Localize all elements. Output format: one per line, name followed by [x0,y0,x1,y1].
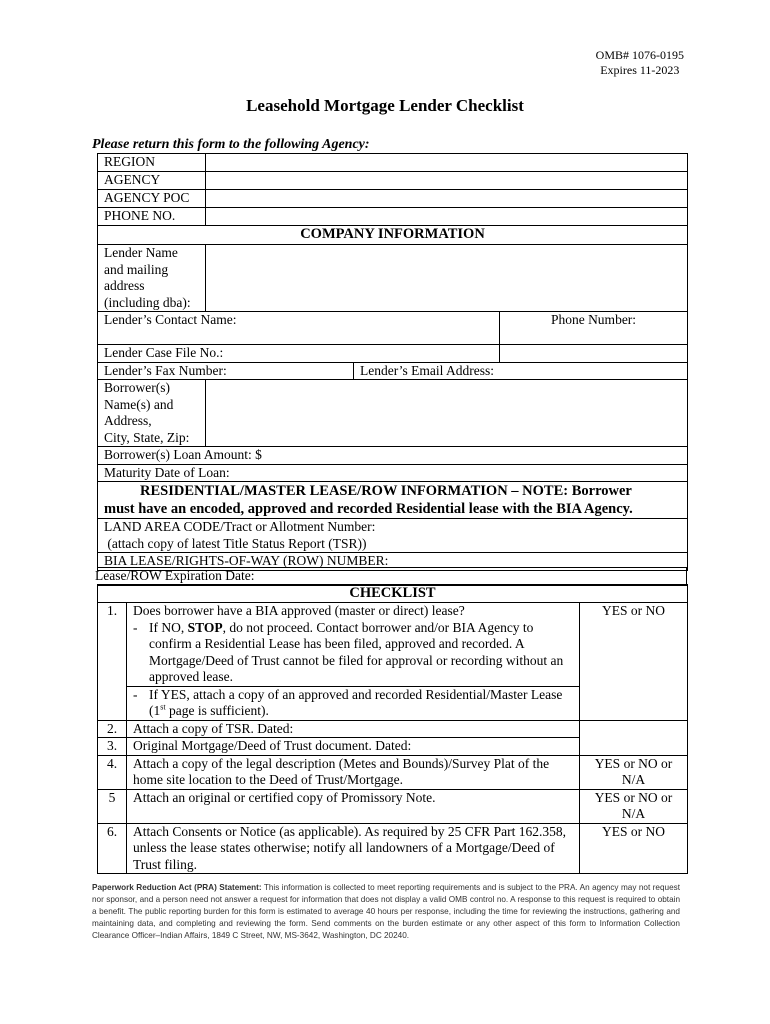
lender-name-field[interactable] [206,245,688,312]
agency-poc-label: AGENCY POC [98,190,206,208]
loan-amount-label: Borrower(s) Loan Amount: $ [104,447,262,462]
item3-text: Original Mortgage/Deed of Trust document. Dated: [127,738,580,756]
item1-if-no: - If NO, STOP, do not proceed. Contact borrower and/or BIA Agency to confirm a Residential Lease has been filed, approved and recorded. A Mortgage/Deed of Trust cannot be filed for approval or recording without an approved lease. [133,620,573,686]
item6-text: Attach Consents or Notice (as applicable). As required by 25 CFR Part 162.358, unless the lease states otherwise; notify all landowners of a Mortgage/Deed of Trust filing. [127,823,580,874]
agency-label: AGENCY [98,172,206,190]
land-area-label: LAND AREA CODE/Tract or Allotment Number: [104,519,376,534]
phone-no-field[interactable] [206,208,688,226]
phone-number-field[interactable] [500,312,688,345]
lease-note [98,482,688,519]
fax-label: Lender’s Fax Number: [104,362,227,378]
item1-number: 1. [98,603,127,721]
pra-label: Paperwork Reduction Act (PRA) Statement: [92,883,262,892]
bia-number-label: BIA LEASE/RIGHTS-OF-WAY (ROW) NUMBER: [104,553,389,568]
email-label: Lender’s Email Address: [360,362,494,378]
agency-poc-field[interactable] [206,190,688,208]
contact-name-field[interactable] [98,312,500,345]
pra-text: This information is collected to meet reporting requirements and is subject to the PRA. An agency may not request nor sponsor, and a person need not answer a request for information that does not display a valid OMB control no. A response to this request is required to obtain a benefit. The public reporting burden for this form is estimated to average 40 hours per response, including the time for reviewing the instructions, gathering and maintaining data, and completing and reviewing the form. Send comments on the burden estimate or any other aspect of this form to Information Collection Clearance Officer–Indian Affairs, 1849 C Street, NW, MS-3642, Washington, DC 20240. [92,883,680,940]
company-info-table [97,153,688,571]
omb-expiration: Expires 11-2023 [600,63,680,77]
form-title: Leasehold Mortgage Lender Checklist [246,96,524,115]
item1-answer[interactable]: YES or NO [580,603,688,721]
phone-number-label: Phone Number: [550,312,637,327]
expiration-row [97,567,687,586]
item1-question: Does borrower have a BIA approved (master or direct) lease? [133,603,465,618]
expiration-field[interactable] [97,568,687,586]
omb-block [596,48,684,78]
item1-question-cell [127,603,580,687]
borrower-label: Borrower(s) Name(s) and Address, City, State, Zip: [98,380,206,447]
case-file-label: Lender Case File No.: [104,345,224,360]
lease-note-line1: RESIDENTIAL/MASTER LEASE/ROW INFORMATION – NOTE: Borrower [140,483,632,499]
case-file-extra[interactable] [500,345,688,363]
checklist-table [97,584,688,874]
expiration-label: Lease/ROW Expiration Date: [95,568,255,583]
item1-if-yes: - If YES, attach a copy of an approved and recorded Residential/Master Lease (1st page is sufficient). [133,687,573,720]
region-field[interactable] [206,154,688,172]
checklist-heading: CHECKLIST [98,585,688,603]
lease-note-line2: must have an encoded, approved and recorded Residential lease with the BIA Agency. [104,501,633,517]
region-label: REGION [98,154,206,172]
return-instruction: Please return this form to the following Agency: [92,137,370,152]
item5-number: 5 [98,789,127,823]
item2-number: 2. [98,720,127,738]
contact-name-label: Lender’s Contact Name: [104,312,237,327]
maturity-label: Maturity Date of Loan: [104,464,230,480]
item4-text: Attach a copy of the legal description (Metes and Bounds)/Survey Plat of the home site location to the Deed of Trust/Mortgage. [127,755,580,789]
item1-if-yes-cell [127,686,580,720]
item6-answer[interactable]: YES or NO [580,823,688,874]
email-field[interactable] [354,362,688,380]
maturity-field[interactable] [98,464,688,482]
company-info-heading: COMPANY INFORMATION [98,226,688,245]
item3-number: 3. [98,738,127,756]
phone-no-label: PHONE NO. [98,208,206,226]
fax-field[interactable] [98,362,354,380]
agency-field[interactable] [206,172,688,190]
loan-amount-field[interactable] [98,447,688,465]
item4-answer[interactable]: YES or NO or N/A [580,755,688,789]
pra-statement [92,882,680,942]
item6-number: 6. [98,823,127,874]
omb-number: OMB# 1076-0195 [595,48,684,62]
lender-name-label: Lender Name and mailing address (including dba): [98,245,206,312]
borrower-field[interactable] [206,380,688,447]
tsr-attach-label: (attach copy of latest Title Status Report (TSR)) [104,535,367,551]
land-area-field[interactable] [98,519,688,553]
item2-3-answer[interactable] [580,720,688,755]
case-file-field[interactable] [98,345,500,363]
item5-text: Attach an original or certified copy of Promissory Note. [127,789,580,823]
item5-answer[interactable]: YES or NO or N/A [580,789,688,823]
item2-text: Attach a copy of TSR. Dated: [127,720,580,738]
item4-number: 4. [98,755,127,789]
